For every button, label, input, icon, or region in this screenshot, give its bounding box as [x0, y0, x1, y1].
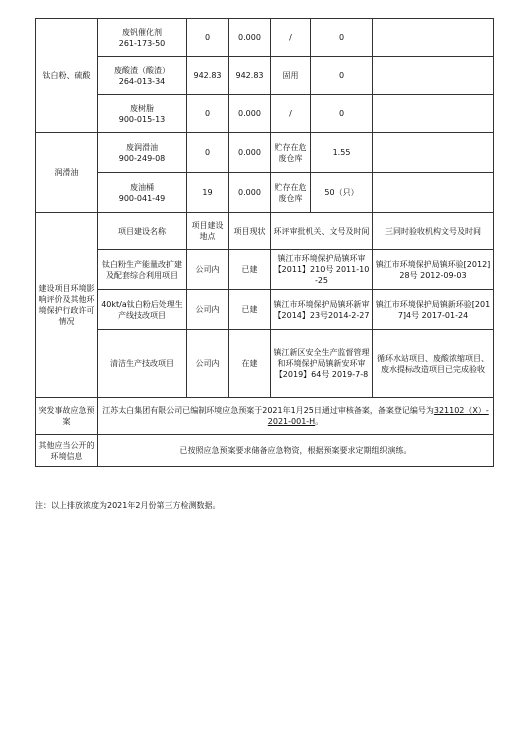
empty-cell — [373, 57, 494, 95]
project-approval: 镇江新区安全生产监督管理和环境保护局镇新安环审【2019】64号 2019-7-8 — [271, 330, 373, 398]
waste-value: 0 — [311, 95, 373, 133]
project-approval: 镇江市环境保护局镇环新审【2014】23号2014-2-27 — [271, 290, 373, 330]
emergency-row — [36, 398, 494, 435]
waste-row — [36, 133, 494, 173]
empty-cell — [373, 173, 494, 213]
project-acceptance: 镇江市环境保护局镇新环验[2017]4号 2017-01-24 — [373, 290, 494, 330]
project-name: 钛白粉生产能量改扩建及配套综合利用项目 — [98, 250, 187, 290]
project-status: 已建 — [229, 290, 271, 330]
project-location: 公司内 — [187, 290, 229, 330]
waste-state: 固用 — [271, 57, 311, 95]
waste-name-cell: 废酸渣（酸渣） 264-013-34 — [98, 57, 187, 95]
project-location: 公司内 — [187, 250, 229, 290]
waste-value: 0 — [311, 19, 373, 57]
eia-header-row — [36, 213, 494, 250]
waste-value: 0 — [187, 133, 229, 173]
empty-cell — [373, 19, 494, 57]
emergency-text: 江苏太白集团有限公司已编制环境应急预案于2021年1月25日通过审核备案，备案登记编号为321102（X）-2021-001-H。 — [98, 398, 494, 435]
waste-state: 贮存在危废仓库 — [271, 173, 311, 213]
waste-category: 润滑油 — [36, 133, 98, 213]
empty-cell — [373, 95, 494, 133]
filing-code: 321102（X）-2021-001-H — [267, 406, 489, 426]
waste-value: 942.83 — [187, 57, 229, 95]
waste-state: 贮存在危废仓库 — [271, 133, 311, 173]
eia-row — [36, 330, 494, 398]
waste-value: 0 — [187, 95, 229, 133]
project-approval: 镇江市环境保护局镇环审【2011】210号 2011-10-25 — [271, 250, 373, 290]
project-status: 在建 — [229, 330, 271, 398]
other-info-label: 其他应当公开的环境信息 — [36, 435, 98, 467]
waste-name-cell: 废润滑油 900-249-08 — [98, 133, 187, 173]
waste-state: / — [271, 19, 311, 57]
disclosure-table — [35, 18, 494, 467]
waste-state: / — [271, 95, 311, 133]
waste-value: 0.000 — [229, 173, 271, 213]
waste-value: 0 — [311, 57, 373, 95]
column-header: 项目建设名称 — [98, 213, 187, 250]
footnote: 注：以上排放浓度为2021年2月份第三方检测数据。 — [35, 501, 221, 510]
waste-value: 0.000 — [229, 95, 271, 133]
other-info-text: 已按照应急预案要求储备应急物资，根据预案要求定期组织演练。 — [98, 435, 494, 467]
waste-row — [36, 173, 494, 213]
column-header: 项目现状 — [229, 213, 271, 250]
waste-value: 0.000 — [229, 133, 271, 173]
project-name: 40kt/a钛白粉后处理生产线技改项目 — [98, 290, 187, 330]
project-name: 清洁生产技改项目 — [98, 330, 187, 398]
waste-name-cell: 废油桶 900-041-49 — [98, 173, 187, 213]
eia-row — [36, 250, 494, 290]
project-location: 公司内 — [187, 330, 229, 398]
project-acceptance: 循环水站项目、废酸浓缩项目、废水提标改造项目已完成验收 — [373, 330, 494, 398]
waste-value: 50（只） — [311, 173, 373, 213]
column-header: 环评审批机关、文号及时间 — [271, 213, 373, 250]
column-header: 项目建设地点 — [187, 213, 229, 250]
project-status: 已建 — [229, 250, 271, 290]
eia-label: 建设项目环境影响评价及其他环境保护行政许可情况 — [36, 213, 98, 398]
waste-value: 19 — [187, 173, 229, 213]
emergency-label: 突发事故应急预案 — [36, 398, 98, 435]
empty-cell — [373, 133, 494, 173]
waste-row — [36, 57, 494, 95]
waste-value: 0.000 — [229, 19, 271, 57]
waste-row — [36, 19, 494, 57]
waste-value: 0 — [187, 19, 229, 57]
eia-row — [36, 290, 494, 330]
waste-category: 钛白粉、硫酸 — [36, 19, 98, 133]
column-header: 三同时验收机构文号及时间 — [373, 213, 494, 250]
waste-value: 1.55 — [311, 133, 373, 173]
waste-row — [36, 95, 494, 133]
waste-name-cell: 废钒催化剂 261-173-50 — [98, 19, 187, 57]
waste-name-cell: 废树脂 900-015-13 — [98, 95, 187, 133]
waste-value: 942.83 — [229, 57, 271, 95]
other-info-row — [36, 435, 494, 467]
project-acceptance: 镇江市环境保护局镇环验[2012]28号 2012-09-03 — [373, 250, 494, 290]
document-page — [35, 18, 493, 467]
